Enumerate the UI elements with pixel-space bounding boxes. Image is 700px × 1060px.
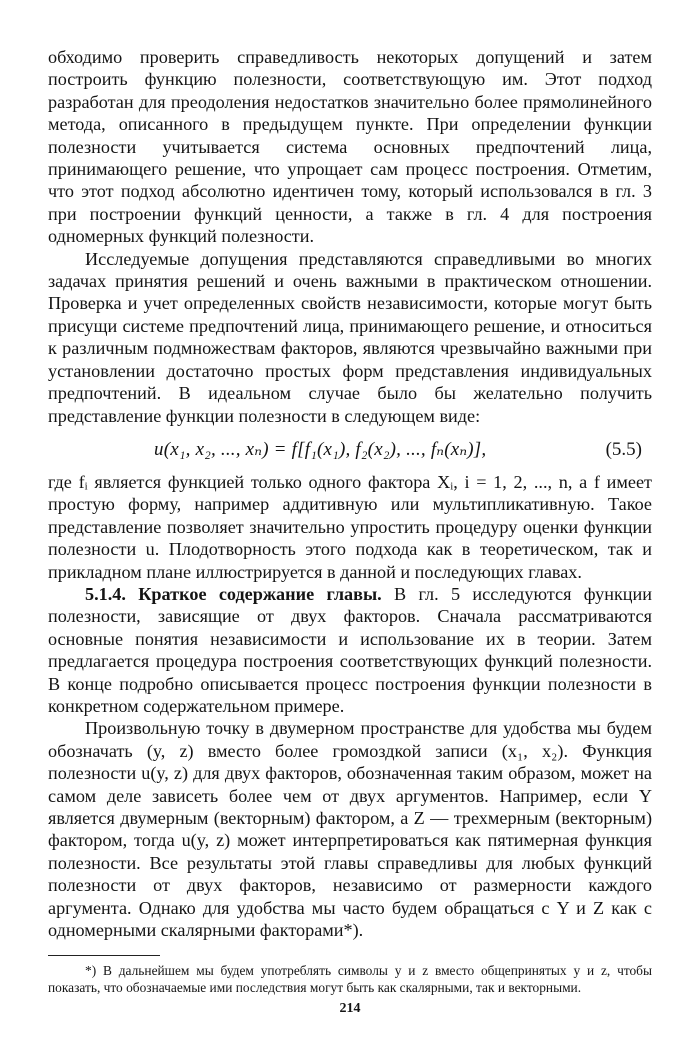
paragraph-two-factors: Произвольную точку в двумерном пространстве для удобства мы будем обозначать (y, z) вместо более громоздкой записи (x₁, x₂). Функция полезности u(y, z) для двух факторов, обозначенная таким образом, может на самом деле зависеть более чем от двух аргументов. Например, если Y является двумерным (векторным) фактором, а Z — трехмерным (векторным) фактором, тогда u(y, z) может интерпретироваться как пятимерная функция полезности. Все результаты этой главы справедливы для любых функций полезности от двух факторов, независимо от размерности каждого аргумента. Однако для удобства мы часто будем обращаться с Y и Z как с одномерными скалярными факторами*). [48, 718, 652, 941]
equation-formula: u(x₁, x₂, ..., xₙ) = f[f₁(x₁), f₂(x₂), ..., fₙ(xₙ)], [154, 438, 487, 460]
footnote: *) В дальнейшем мы будем употреблять символы y и z вместо общепринятых y и z, чтобы показать, что обозначаемые ими последствия могут быть как скалярными, так и векторными. [48, 963, 652, 996]
page-number: 214 [339, 1001, 361, 1016]
equation-5-5 [48, 433, 652, 467]
section-body: В гл. 5 исследуются функции полезности, зависящие от двух факторов. Сначала рассматриваются основные понятия независимости и использование их в теории. Затем предлагается процедура построения соответствующих функций полезности. В конце подробно описывается процесс построения функции полезности в конкретном содержательном примере. [48, 583, 652, 716]
book-page [48, 46, 652, 1016]
paragraph-continuation: обходимо проверить справедливость некоторых допущений и затем построить функцию полезности, соответствующую им. Этот подход разработан для преодоления недостатков значительно более прямолинейного метода, описанного в предыдущем пункте. При определении функции полезности учитывается система основных предпочтений лица, принимающего решение, что упрощает сам процесс построения. Отметим, что этот подход абсолютно идентичен тому, который использовался в гл. 3 при построении функций ценности, а также в гл. 4 для построения одномерных функций полезности. [48, 47, 652, 247]
footnote-divider [48, 955, 160, 956]
paragraph-chapter-summary [48, 583, 652, 717]
equation-number: (5.5) [605, 438, 642, 460]
section-heading: 5.1.4. Краткое содержание главы. [85, 583, 382, 604]
paragraph-explanation: где fᵢ является функцией только одного фактора Xᵢ, i = 1, 2, ..., n, а f имеет простую форму, например аддитивную или мультипликативную. Такое представление позволяет значительно упростить процедуру оценки функции полезности u. Плодотворность этого подхода как в теоретическом, так и прикладном плане иллюстрируется в данной и последующих главах. [48, 471, 652, 582]
paragraph-assumptions: Исследуемые допущения представляются справедливыми во многих задачах принятия решений и очень важными в практическом отношении. Проверка и учет определенных свойств независимости, которые могут быть присущи системе предпочтений лица, принимающего решение, и относиться к различным подмножествам факторов, являются чрезвычайно важными при установлении достаточно простых форм представления индивидуальных предпочтений. В идеальном случае было бы желательно получить представление функции полезности в следующем виде: [48, 248, 652, 426]
